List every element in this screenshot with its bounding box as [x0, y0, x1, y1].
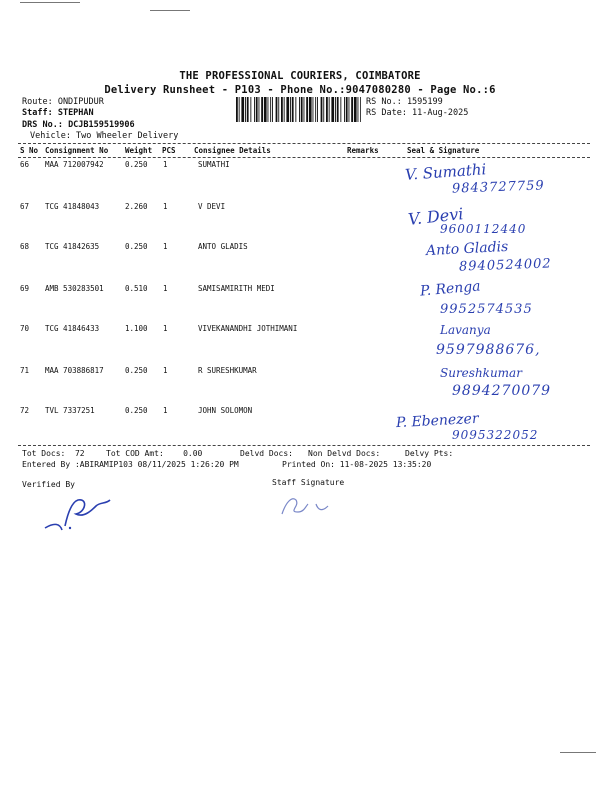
row-consignee: SAMISAMIRITH MEDI [198, 284, 275, 293]
row-consignee: VIVEKANANDHI JOTHIMANI [198, 324, 298, 333]
barcode-bar [301, 97, 303, 122]
barcode-bar [272, 97, 273, 122]
verified-signature [40, 492, 135, 537]
barcode-bar [315, 97, 316, 122]
barcode-bar [254, 97, 255, 122]
handwritten-phone: 9095322052 [452, 428, 539, 442]
barcode-bar [337, 97, 339, 122]
barcode-bar [290, 97, 291, 122]
row-consignee: ANTO GLADIS [198, 242, 248, 251]
staff-name: STEPHAN [57, 108, 94, 118]
row-weight: 0.250 [125, 406, 148, 415]
row-weight: 2.260 [125, 202, 148, 211]
barcode-bar [292, 97, 294, 122]
row-consignment: MAA 712007942 [45, 160, 104, 169]
tot-cod-amt: Tot COD Amt: 0.00 [106, 449, 203, 458]
row-consignment: TCG 41848043 [45, 202, 100, 211]
barcode-bar [286, 97, 289, 122]
col-signature: Seal & Signature [407, 146, 480, 155]
barcode-bar [276, 97, 278, 122]
barcode-bar [284, 97, 285, 122]
col-remarks: Remarks [347, 146, 379, 155]
barcode-bar [278, 97, 279, 122]
barcode-bar [268, 97, 269, 122]
scan-mark [20, 2, 80, 3]
handwritten-phone: 9597988676, [436, 342, 541, 358]
row-sno: 70 [20, 324, 30, 333]
barcode-bar [304, 97, 305, 122]
rs-number: RS No.: 1595199 [366, 97, 443, 107]
row-consignee: JOHN SOLOMON [198, 406, 253, 415]
barcode-bar [236, 97, 238, 122]
barcode-bar [349, 97, 350, 122]
barcode-bar [340, 97, 341, 122]
row-sno: 67 [20, 202, 30, 211]
handwritten-signature: P. Renga [419, 278, 482, 300]
row-consignment: AMB 530283501 [45, 284, 104, 293]
barcode-bar [354, 97, 357, 122]
row-consignment: TCG 41846433 [45, 324, 100, 333]
barcode-bar [351, 97, 353, 122]
table-bottom-rule [18, 445, 590, 446]
drs-info [22, 120, 135, 131]
barcode-bar [323, 97, 324, 122]
col-consignee: Consignee Details [194, 146, 271, 155]
barcode [236, 97, 361, 122]
barcode-bar [329, 97, 330, 122]
barcode-bar [295, 97, 296, 122]
row-consignee: V DEVI [198, 202, 226, 211]
non-delvd-docs: Non Delvd Docs: [308, 449, 381, 458]
barcode-bar [245, 97, 246, 122]
delvy-pts: Delvy Pts: [405, 449, 454, 458]
drs-number: DCJB159519906 [68, 120, 135, 130]
company-title: THE PROFESSIONAL COURIERS, COIMBATORE [179, 70, 421, 82]
route-info: Route: ONDIPUDUR [22, 97, 104, 107]
handwritten-signature: P. Ebenezer [395, 410, 479, 432]
handwritten-signature: Lavanya [440, 323, 491, 337]
barcode-bar [346, 97, 348, 122]
barcode-bar [281, 97, 283, 122]
barcode-bar [256, 97, 258, 122]
row-pcs: 1 [163, 202, 168, 211]
row-consignee: R SURESHKUMAR [198, 366, 257, 375]
verified-by-label: Verified By [22, 480, 75, 489]
row-sno: 68 [20, 242, 30, 251]
barcode-bar [335, 97, 336, 122]
runsheet-title: Delivery Runsheet - P103 - Phone No.:9047080280 - Page No.:6 [104, 84, 496, 96]
row-consignment: MAA 703886817 [45, 366, 104, 375]
handwritten-signature: V. Devi [407, 204, 465, 229]
barcode-bar [239, 97, 240, 122]
barcode-bar [360, 97, 361, 122]
table-header-rule [18, 157, 590, 158]
row-sno: 72 [20, 406, 30, 415]
col-pcs: PCS [162, 146, 176, 155]
handwritten-phone: 9600112440 [440, 222, 527, 236]
handwritten-phone: 9843727759 [451, 178, 545, 197]
table-top-rule [18, 143, 590, 144]
row-weight: 0.250 [125, 242, 148, 251]
staff-info [22, 108, 94, 119]
barcode-bar [344, 97, 345, 122]
row-pcs: 1 [163, 284, 168, 293]
delvd-docs: Delvd Docs: [240, 449, 293, 458]
barcode-bar [358, 97, 359, 122]
col-consignment: Consignment No [45, 146, 109, 155]
scan-mark [560, 752, 596, 753]
row-consignment: TCG 41842635 [45, 242, 100, 251]
row-weight: 1.100 [125, 324, 148, 333]
row-pcs: 1 [163, 242, 168, 251]
handwritten-signature: Sureshkumar [440, 366, 522, 380]
barcode-bar [241, 97, 244, 122]
barcode-bar [270, 97, 271, 122]
barcode-bar [250, 97, 251, 122]
col-weight: Weight [125, 146, 153, 155]
barcode-bar [264, 97, 267, 122]
row-weight: 0.250 [125, 366, 148, 375]
barcode-bar [299, 97, 300, 122]
row-sno: 66 [20, 160, 30, 169]
barcode-bar [309, 97, 312, 122]
entered-by: Entered By :ABIRAMIP103 08/11/2025 1:26:20 PM [22, 460, 239, 469]
barcode-bar [317, 97, 318, 122]
row-weight: 0.510 [125, 284, 148, 293]
barcode-bar [306, 97, 308, 122]
handwritten-signature: Anto Gladis [425, 238, 509, 260]
barcode-bar [326, 97, 328, 122]
row-pcs: 1 [163, 324, 168, 333]
row-consignment: TVL 7337251 [45, 406, 95, 415]
staff-label: Staff: [22, 108, 58, 118]
barcode-bar [261, 97, 263, 122]
row-consignee: SUMATHI [198, 160, 230, 169]
staff-signature [276, 492, 346, 522]
row-sno: 71 [20, 366, 30, 375]
tot-docs: Tot Docs: 72 [22, 449, 85, 458]
barcode-bar [247, 97, 249, 122]
rs-date: RS Date: 11-Aug-2025 [366, 108, 469, 118]
scan-mark [150, 10, 190, 11]
handwritten-signature: V. Sumathi [404, 160, 487, 184]
handwritten-phone: 8940524002 [458, 256, 552, 275]
barcode-bar [313, 97, 314, 122]
handwritten-phone: 9894270079 [452, 383, 552, 399]
col-sno: S No [20, 146, 39, 155]
handwritten-phone: 9952574535 [440, 302, 533, 317]
row-pcs: 1 [163, 366, 168, 375]
barcode-bar [331, 97, 334, 122]
row-sno: 69 [20, 284, 30, 293]
barcode-bar [321, 97, 323, 122]
barcode-bar [259, 97, 260, 122]
row-pcs: 1 [163, 160, 168, 169]
vehicle-info: Vehicle: Two Wheeler Delivery [30, 131, 179, 141]
printed-on: Printed On: 11-08-2025 13:35:20 [282, 460, 432, 469]
staff-signature-label: Staff Signature [272, 478, 345, 487]
row-weight: 0.250 [125, 160, 148, 169]
row-pcs: 1 [163, 406, 168, 415]
drs-label: DRS No.: [22, 120, 69, 130]
